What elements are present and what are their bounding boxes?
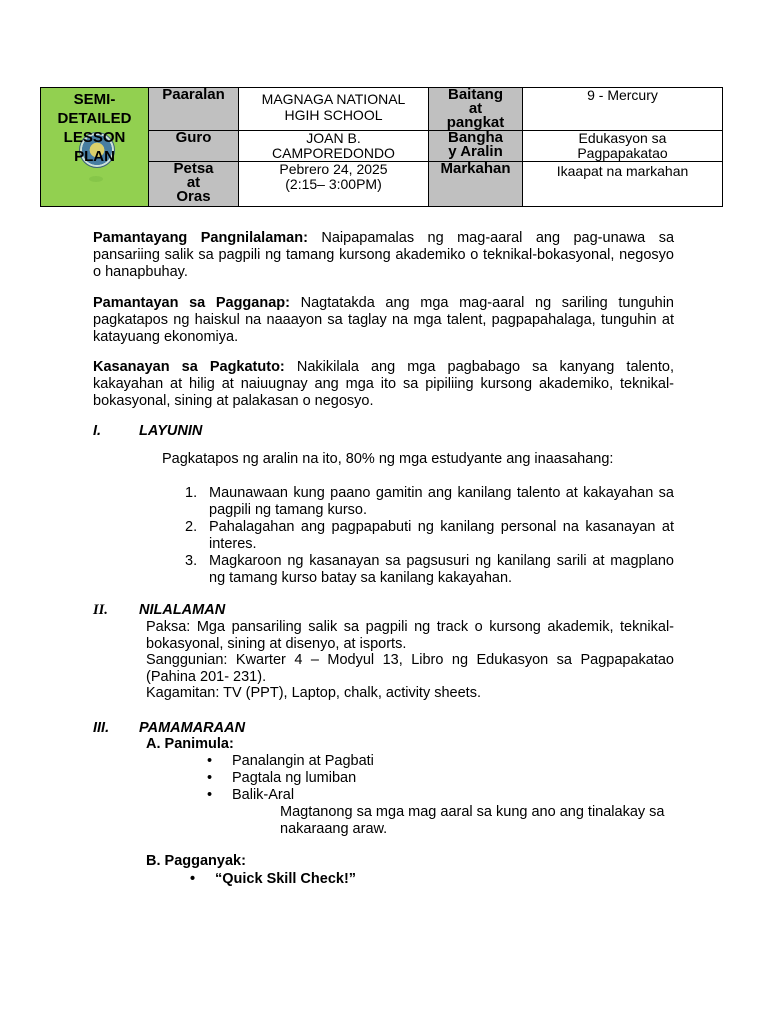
list-item-text: Balik-Aral xyxy=(232,787,295,803)
kasanayan-sa-pagkatuto xyxy=(93,359,674,410)
petsa-label-line-2: at xyxy=(186,174,201,191)
list-item-text: Maunawaan kung paano gamitin ang kanilang talento at kakayahan sa pagpili ng tamang kurso. xyxy=(209,485,674,518)
kasanayan-label: Kasanayan sa Pagkatuto: xyxy=(93,359,285,375)
nilalaman-sanggunian: Sanggunian: Kwarter 4 – Modyul 13, Libro ng Edukasyon sa Pagpapakatao (Pahina 201- 231). xyxy=(146,652,674,685)
lesson-header-table xyxy=(40,87,723,207)
petsa-label-line-3: Oras xyxy=(176,188,211,205)
nilalaman-numeral: II. xyxy=(93,602,108,618)
banghay-value xyxy=(523,131,723,162)
baitang-label-line-3: pangkat xyxy=(446,114,505,131)
paaralan-value-line-2: HGIH SCHOOL xyxy=(284,107,383,123)
bullet-icon: • xyxy=(190,871,196,887)
guro-value-line-2: CAMPOREDONDO xyxy=(272,145,395,161)
list-item-text: Magkaroon ng kasanayan sa pagsusuri ng kanilang sarili at magplano ng tamang kurso batay sa kanilang kakayahan. xyxy=(209,553,674,586)
title-line-1: SEMI- xyxy=(73,91,116,108)
petsa-value xyxy=(239,162,429,207)
banghay-label-line-1: Bangha xyxy=(447,129,503,146)
list-item-number: 1. xyxy=(185,485,198,501)
bullet-icon: • xyxy=(207,787,213,803)
pagganap-text: Nagtatakda ang mga mag-aaral ng sariling tunguhin pagkatapos ng haiskul na naaayon sa taglay na mga talent, pagpapahalaga, tunguhin at katayuang ekonomiya. xyxy=(93,295,674,345)
petsa-value-line-2: (2:15– 3:00PM) xyxy=(285,176,382,192)
banghay-label xyxy=(429,131,523,162)
baitang-value: 9 - Mercury xyxy=(523,88,723,131)
list-item-text: Panalangin at Pagbati xyxy=(232,753,374,769)
lesson-plan-title-cell xyxy=(41,88,149,207)
bullet-icon: • xyxy=(207,770,213,786)
pangnilalaman-label: Pamantayang Pangnilalaman: xyxy=(93,230,308,246)
nilalaman-kagamitan: Kagamitan: TV (PPT), Laptop, chalk, activity sheets. xyxy=(146,685,481,701)
layunin-numeral: I. xyxy=(93,423,102,439)
guro-label: Guro xyxy=(149,131,239,162)
balik-aral-text: Magtanong sa mga mag aaral sa kung ano ang tinalakay sa nakaraang araw. xyxy=(280,804,665,837)
pagganyak-heading: B. Pagganyak: xyxy=(146,853,246,869)
paaralan-value xyxy=(239,88,429,131)
pangnilalaman-text: Naipapamalas ng mag-aaral ang pag-unawa sa pansariing salik sa pagpili ng tamang kursong akademiko o teknikal-bokasyonal, negosyo o hanapbuhay. xyxy=(93,230,675,280)
nilalaman-heading: NILALAMAN xyxy=(139,602,226,618)
lesson-plan-title xyxy=(41,90,148,166)
banghay-label-line-2: y Aralin xyxy=(448,143,503,160)
guro-value xyxy=(239,131,429,162)
baitang-label-line-2: at xyxy=(468,100,483,117)
paaralan-value-line-1: MAGNAGA NATIONAL xyxy=(261,91,406,107)
markahan-value: Ikaapat na markahan xyxy=(523,162,723,207)
baitang-label xyxy=(429,88,523,131)
pamantayang-pangnilalaman xyxy=(93,230,674,281)
list-item-number: 2. xyxy=(185,519,198,535)
list-item xyxy=(185,553,674,587)
list-item xyxy=(185,519,674,553)
banghay-value-line-2: Pagpapakatao xyxy=(577,145,668,161)
title-line-3: LESSON xyxy=(63,129,126,146)
bullet-icon: • xyxy=(207,753,213,769)
pamantayan-sa-pagganap xyxy=(93,295,674,346)
layunin-intro: Pagkatapos ng aralin na ito, 80% ng mga estudyante ang inaasahang: xyxy=(162,451,614,467)
petsa-label-line-1: Petsa xyxy=(173,160,214,177)
list-item-text: “Quick Skill Check!” xyxy=(215,871,357,887)
title-line-2: DETAILED xyxy=(57,110,132,127)
pamamaraan-numeral: III. xyxy=(93,720,110,736)
panimula-heading: A. Panimula: xyxy=(146,736,234,752)
guro-value-line-1: JOAN B. xyxy=(306,130,361,146)
petsa-value-line-1: Pebrero 24, 2025 xyxy=(279,161,388,177)
baitang-label-line-1: Baitang xyxy=(447,86,503,103)
seal-shadow xyxy=(89,176,103,182)
kasanayan-text: Nakikilala ang mga pagbabago sa kanyang talento, kakayahan at hilig at naiuugnay ang mga ito sa pipiliing kursong akademiko, teknikal-bokasyonal, sining at palakasan o negosyo. xyxy=(93,359,674,409)
list-item-text: Pahalagahan ang pagpapabuti ng kanilang personal na kasanayan at interes. xyxy=(209,519,674,552)
petsa-label xyxy=(149,162,239,207)
pamamaraan-heading: PAMAMARAAN xyxy=(139,720,246,736)
markahan-label: Markahan xyxy=(429,162,523,207)
paaralan-label: Paaralan xyxy=(149,88,239,131)
banghay-value-line-1: Edukasyon sa xyxy=(578,130,667,146)
nilalaman-paksa: Paksa: Mga pansariling salik sa pagpili ng track o kursong akademik, teknikal-bokasyonal, sining at disenyo, at isports. xyxy=(146,619,674,652)
list-item-number: 3. xyxy=(185,553,198,569)
list-item-text: Pagtala ng lumiban xyxy=(232,770,357,786)
layunin-list xyxy=(185,485,674,587)
list-item xyxy=(185,485,674,519)
layunin-heading: LAYUNIN xyxy=(139,423,203,439)
title-line-4: PLAN xyxy=(74,148,115,165)
pagganap-label: Pamantayan sa Pagganap: xyxy=(93,295,290,311)
